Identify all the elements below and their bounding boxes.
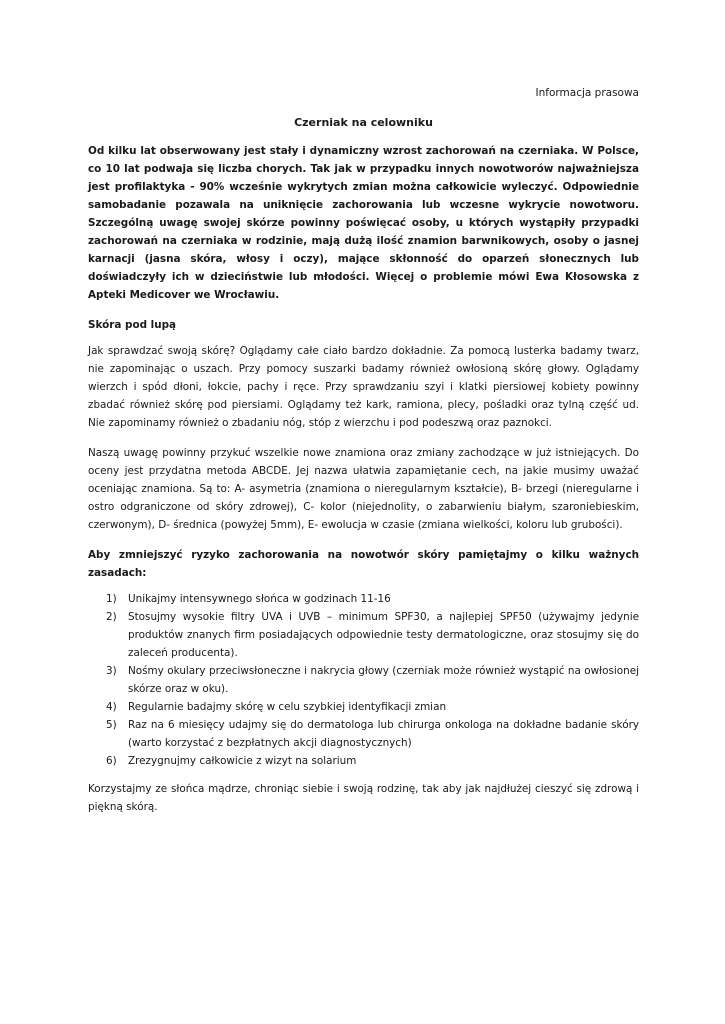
list-item-number: 5)	[106, 719, 117, 731]
document-body	[88, 142, 639, 828]
body-paragraph-1: Jak sprawdzać swoją skórę? Oglądamy całe ciało bardzo dokładnie. Za pomocą lusterka badamy twarz, nie zapominając o uszach. Przy pomocy suszarki badamy również owłosioną skórę głowy. Oglądamy wierzch i spód dłoni, łokcie, pachy i ręce. Przy sprawdzaniu szyi i klatki piersiowej kobiety powinny zbadać również skórę pod piersiami. Oglądamy też kark, ramiona, plecy, pośladki oraz tylną część ud. Nie zapominamy również o zbadaniu nóg, stóp z wierzchu i pod podeszwą oraz paznokci.	[88, 345, 639, 429]
list-item-text: Stosujmy wysokie filtry UVA i UVB – minimum SPF30, a najlepiej SPF50 (używajmy jedynie produktów znanych firm posiadających odpowiednie testy dermatologiczne, oraz stosujmy się do zaleceń producenta).	[128, 611, 639, 659]
section-heading: Skóra pod lupą	[88, 319, 177, 331]
list-item-number: 4)	[106, 701, 117, 713]
page-title: Czerniak na celowniku	[294, 116, 433, 129]
list-item-text: Raz na 6 miesięcy udajmy się do dermatologa lub chirurga onkologa na dokładne badanie skóry (warto korzystać z bezpłatnych akcji diagnostycznych)	[128, 719, 639, 749]
list-item-text: Nośmy okulary przeciwsłoneczne i nakrycia głowy (czerniak może również wystąpić na owłosionej skórze oraz w oku).	[128, 665, 639, 695]
list-item-number: 3)	[106, 665, 117, 677]
list-item	[88, 698, 639, 716]
body-paragraph-2: Naszą uwagę powinny przykuć wszelkie nowe znamiona oraz zmiany zachodzące w już istniejących. Do oceny jest przydatna metoda ABCDE. Jej nazwa ułatwia zapamiętanie cech, na jakie musimy uważać oceniając znamiona. Są to: A- asymetria (znamiona o nieregularnym kształcie), B- brzegi (nieregularne i ostro odgraniczone od skóry zdrowej), C- kolor (niejednolity, o zabarwieniu białym, szaroniebieskim, czerwonym), D- średnica (powyżej 5mm), E- ewolucja w czasie (zmiana wielkości, koloru lub grubości).	[88, 447, 639, 531]
lead-paragraph: Od kilku lat obserwowany jest stały i dynamiczny wzrost zachorowań na czerniaka. W Polsce, co 10 lat podwaja się liczba chorych. Tak jak w przypadku innych nowotworów najważniejsza jest profilaktyka - 90% wcześnie wykrytych zmian można całkowicie wyleczyć. Odpowiednie samobadanie pozawala na uniknięcie zachorowania lub wczesne wykrycie nowotworu. Szczególną uwagę swojej skórze powinny poświęcać osoby, u których wystąpiły przypadki zachorowań na czerniaka w rodzinie, mają dużą ilość znamion barwnikowych, osoby o jasnej karnacji (jasna skóra, włosy i oczy), mające skłonność do oparzeń słonecznych lub doświadczyły ich w dzieciństwie lub młodości. Więcej o problemie mówi Ewa Kłosowska z Apteki Medicover we Wrocławiu.	[88, 145, 639, 301]
closing-paragraph: Korzystajmy ze słońca mądrze, chroniąc siebie i swoją rodzinę, tak aby jak najdłużej cieszyć się zdrową i piękną skórą.	[88, 783, 639, 813]
rules-list	[88, 590, 639, 770]
list-item-text: Unikajmy intensywnego słońca w godzinach 11-16	[128, 593, 391, 605]
list-item	[88, 608, 639, 662]
list-item-text: Regularnie badajmy skórę w celu szybkiej identyfikacji zmian	[128, 701, 447, 713]
list-item	[88, 716, 639, 752]
rules-heading: Aby zmniejszyć ryzyko zachorowania na nowotwór skóry pamiętajmy o kilku ważnych zasadach:	[88, 549, 639, 579]
list-item-text: Zrezygnujmy całkowicie z wizyt na solarium	[128, 755, 357, 767]
press-release-label: Informacja prasowa	[535, 87, 639, 99]
list-item-number: 6)	[106, 755, 117, 767]
document-page	[88, 0, 639, 1024]
list-item	[88, 590, 639, 608]
list-item-number: 2)	[106, 611, 117, 623]
list-item-number: 1)	[106, 593, 117, 605]
list-item	[88, 752, 639, 770]
list-item	[88, 662, 639, 698]
